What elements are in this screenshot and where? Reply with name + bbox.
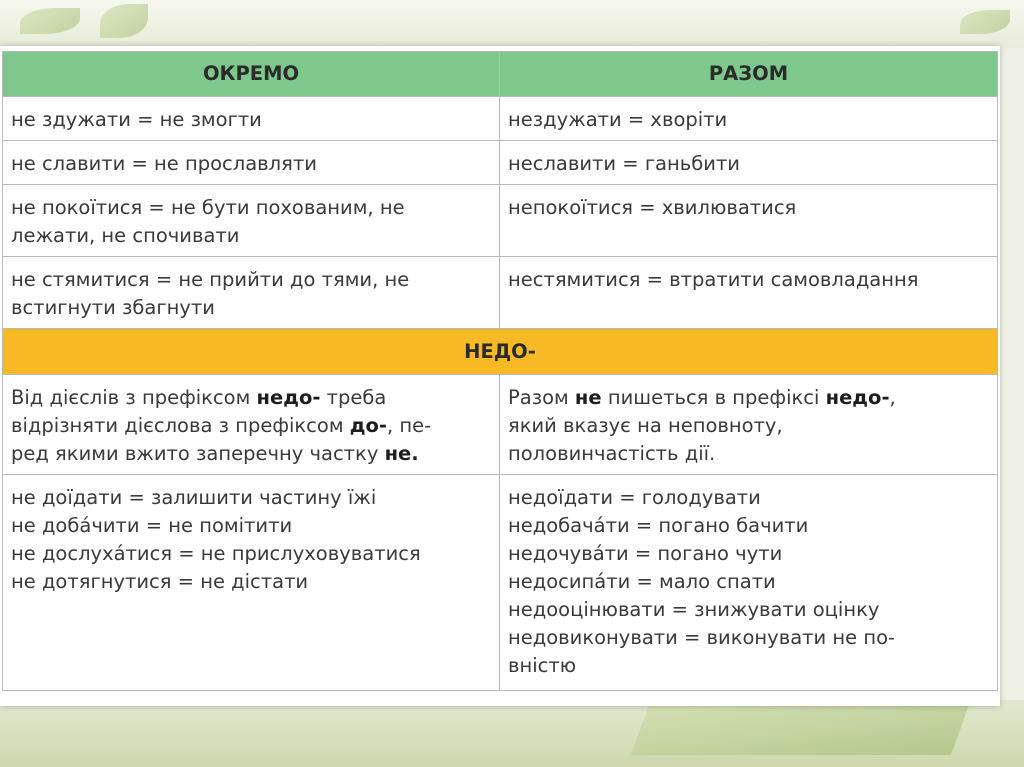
example-line: недосипáти = мало спати [508,570,776,593]
rule-bold: не [574,386,602,409]
background-top [0,0,1024,48]
rule-text: відрізняти дієслова з префіксом [11,414,350,437]
book-decoration [631,705,969,755]
rule-separately [3,375,500,475]
rule-text: пишеться в префіксі [601,386,826,409]
rule-text: Разом [508,386,575,409]
rule-line [11,440,491,468]
example-line: недобачáти = погано бачити [508,514,809,537]
cell-separately: не здужати = не змогти [3,97,500,141]
spelling-table [2,51,998,691]
table-row [3,257,998,329]
rule-line: половинчастість дії. [508,442,716,465]
table-row [3,97,998,141]
cell-line: встигнути збагнути [11,296,215,319]
table-row [3,141,998,185]
rule-text: , [889,386,896,409]
example-line: не дослухáтися = не прислуховуватися [11,542,421,565]
examples-row [3,475,998,691]
rule-line: який вказує на неповноту, [508,414,783,437]
example-line: недооцінювати = знижувати оцінку [508,598,880,621]
example-line: недовиконувати = виконувати не по- [508,626,896,649]
section-title: НЕДО- [3,329,998,375]
cell-line: не покоїтися = не бути похованим, не [11,196,405,219]
header-separately: ОКРЕМО [3,52,500,97]
rule-together [500,375,998,475]
cell-together: непокоїтися = хвилюватися [500,185,998,257]
example-line: не доїдати = залишити частину їжі [11,486,377,509]
cell-together: нестямитися = втратити самовладання [500,257,998,329]
rule-text: ред якими вжито заперечну частку [11,442,385,465]
cell-line: не стямитися = не прийти до тями, не [11,268,410,291]
section-row [3,329,998,375]
example-line: недоїдати = голодувати [508,486,761,509]
examples-separately [3,475,500,691]
cell-separately: не славити = не прославляти [3,141,500,185]
header-together: РАЗОМ [500,52,998,97]
table-row [3,185,998,257]
rule-row [3,375,998,475]
cell-together: нездужати = хворіти [500,97,998,141]
rule-bold: до- [349,414,387,437]
example-line: не дотягнутися = не дістати [11,570,309,593]
cell-separately [3,185,500,257]
rule-text: треба [320,386,387,409]
rule-bold: недо- [256,386,321,409]
cell-line: лежати, не спочивати [11,224,240,247]
rule-line [11,412,491,440]
example-line: вністю [508,654,577,677]
rule-text: , пе- [387,414,432,437]
examples-together [500,475,998,691]
rule-text: Від дієслів з префіксом [11,386,257,409]
header-row [3,52,998,97]
cell-separately [3,257,500,329]
example-line: недочувáти = погано чути [508,542,783,565]
rule-line [11,384,491,412]
cell-together: неславити = ганьбити [500,141,998,185]
rule-line [508,384,989,412]
example-line: не добáчити = не помітити [11,514,293,537]
rule-bold: не. [384,442,419,465]
rule-bold: недо- [825,386,890,409]
